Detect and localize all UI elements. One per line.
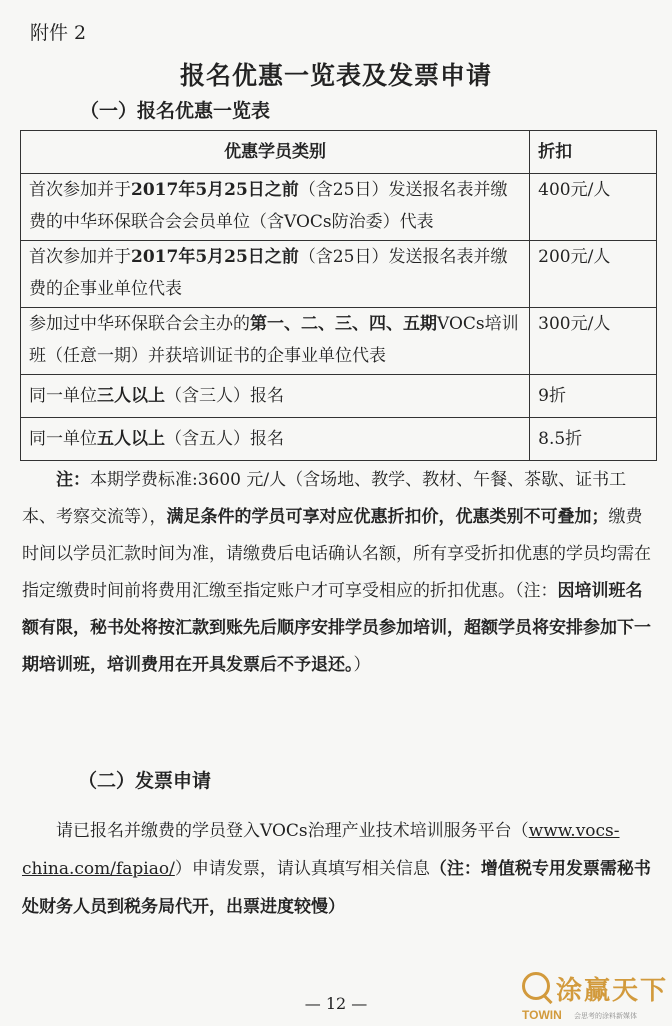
table-row	[21, 174, 657, 241]
watermark-brand-en: TOWIN	[522, 1008, 562, 1022]
watermark-brand-cn: 涂赢天下	[556, 976, 669, 1006]
page-number: — 12 —	[304, 994, 368, 1013]
row-category: 同一单位三人以上（含三人）报名	[21, 375, 530, 418]
watermark-tagline: 会思考的涂料新媒体	[574, 1012, 637, 1020]
header-category: 优惠学员类别	[21, 131, 530, 174]
table-row	[21, 308, 657, 375]
page-title: 报名优惠一览表及发票申请	[179, 61, 492, 90]
table-row	[21, 418, 657, 461]
discount-table	[20, 130, 657, 461]
row-discount: 8.5折	[530, 418, 657, 461]
row-discount: 400元/人	[530, 174, 657, 241]
table-row	[21, 375, 657, 418]
row-category: 首次参加并于2017年5月25日之前（含25日）发送报名表并缴费的企事业单位代表	[21, 241, 530, 308]
header-discount: 折扣	[530, 131, 657, 174]
section-heading-invoice: （二）发票申请	[78, 770, 212, 792]
row-category: 同一单位五人以上（含五人）报名	[21, 418, 530, 461]
row-discount: 300元/人	[530, 308, 657, 375]
magnifier-logo-icon	[522, 972, 550, 1000]
attachment-label: 附件 2	[30, 22, 87, 44]
invoice-url-link[interactable]: www.vocs-china.com/fapiao/	[22, 821, 620, 879]
fee-note: 注：本期学费标准:3600 元/人（含场地、教学、教材、午餐、茶歇、证书工本、考察交流等），满足条件的学员可享对应优惠折扣价，优惠类别不可叠加；缴费时间以学员汇款时间为准，请缴费后电话确认名额，所有享受折扣优惠的学员均需在指定缴费时间前将费用汇缴至指定账户才可享受相应的折扣优惠。（注：因培训班名额有限，秘书处将按汇款到账先后顺序安排学员参加培训，超额学员将安排参加下一期培训班，培训费用在开具发票后不予退还。）	[22, 470, 651, 675]
invoice-instructions: 请已报名并缴费的学员登入VOCs治理产业技术培训服务平台（www.vocs-china.com/fapiao/）申请发票，请认真填写相关信息（注：增值税专用发票需秘书处财务人员到税务局代开，出票进度较慢）	[22, 821, 651, 917]
row-discount: 9折	[530, 375, 657, 418]
note-label: 注：	[56, 470, 90, 490]
watermark	[522, 970, 672, 1026]
table-row	[21, 241, 657, 308]
row-category: 首次参加并于2017年5月25日之前（含25日）发送报名表并缴费的中华环保联合会会员单位（含VOCs防治委）代表	[21, 174, 530, 241]
table-header-row	[21, 131, 657, 174]
section-heading-discounts: （一）报名优惠一览表	[80, 100, 271, 122]
row-category: 参加过中华环保联合会主办的第一、二、三、四、五期VOCs培训班（任意一期）并获培训证书的企事业单位代表	[21, 308, 530, 375]
row-discount: 200元/人	[530, 241, 657, 308]
invoice-note: （注：增值税专用发票需秘书处财务人员到税务局代开，出票进度较慢）	[22, 859, 651, 917]
